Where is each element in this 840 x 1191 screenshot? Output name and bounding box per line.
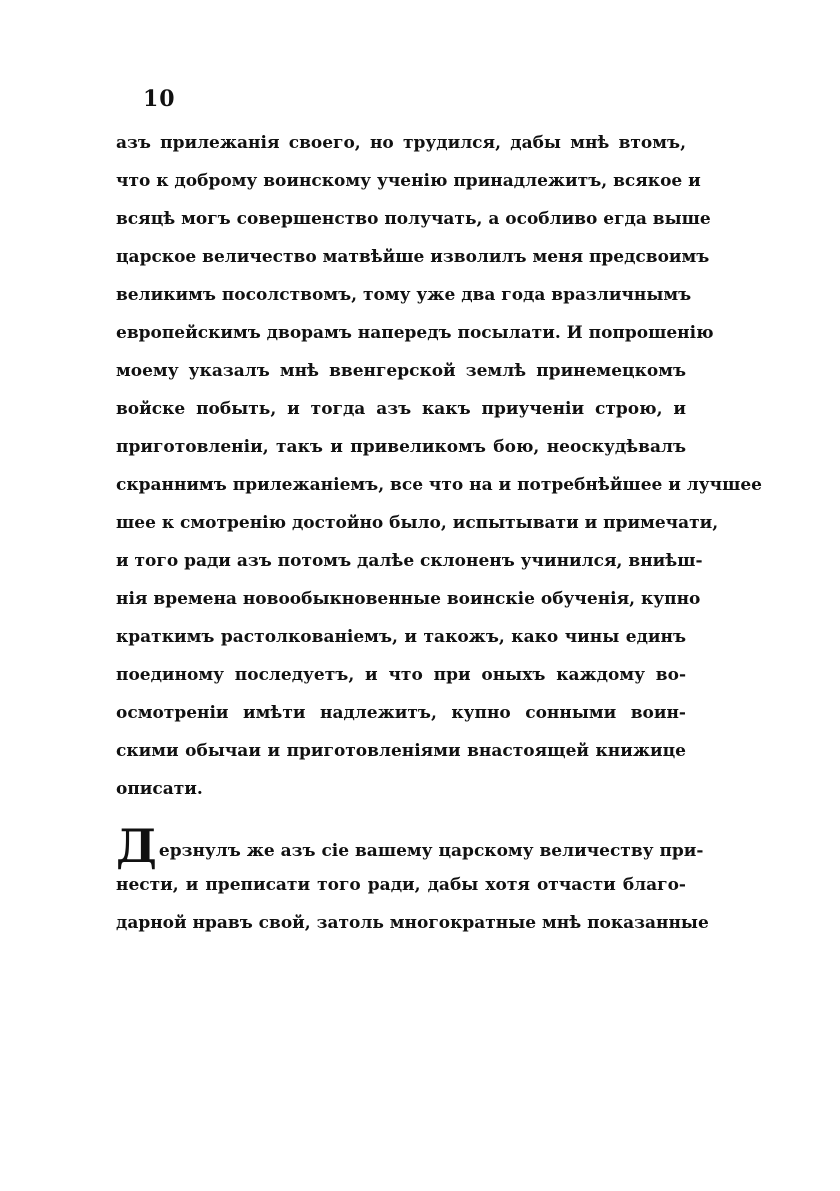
text-line: войске побыть, и тогда азъ какъ приученіи строю, и (116, 399, 686, 419)
text-line: царское величество матвѣйше изволилъ меня предсвоимъ (116, 247, 710, 267)
text-line: ерзнулъ же азъ сіе вашему царскому величеству при- (158, 841, 704, 861)
text-line: великимъ посолствомъ, тому уже два года вразличнымъ (116, 285, 692, 305)
text-line: моему указалъ мнѣ ввенгерской землѣ принемецкомъ (116, 361, 686, 381)
text-line: шее к смотренію достойно было, испытывати и примечати, (116, 513, 719, 533)
paragraph-1 (116, 124, 762, 808)
text-line: нести, и преписати того ради, дабы хотя отчасти благо- (116, 875, 686, 895)
text-line: осмотреніи имѣти надлежитъ, купно сонными воин- (116, 703, 686, 723)
text-line: и того ради азъ потомъ далѣе склоненъ учинился, вниѣш- (116, 551, 703, 571)
text-line: дарной нравъ свой, затоль многократные мнѣ показанные (116, 913, 709, 933)
paragraph-2 (116, 819, 709, 942)
dropcap-line (116, 819, 704, 873)
text-line: описати. (116, 779, 203, 799)
drop-cap-letter: Д (116, 819, 157, 873)
text-line: азъ прилежанія своего, но трудился, дабы мнѣ втомъ, (116, 133, 686, 153)
text-line: приготовленіи, такъ и привеликомъ бою, неоскудѣвалъ (116, 437, 686, 457)
text-line: скраннимъ прилежаніемъ, все что на и потребнѣйшее и лучшее (116, 475, 762, 495)
text-line: что к доброму воинскому ученію принадлежитъ, всякое и (116, 171, 701, 191)
text-line: поединому последуетъ, и что при оныхъ каждому во- (116, 665, 686, 685)
page-number: 10 (143, 86, 176, 112)
text-line: нія времена новообыкновенные воинскіе обученія, купно (116, 589, 701, 609)
text-line: европейскимъ дворамъ напередъ посылати. И попрошенію (116, 323, 714, 343)
text-line: краткимъ растолкованіемъ, и такожъ, како чины единъ (116, 627, 686, 647)
text-line: скими обычаи и приготовленіями внастоящей книжице (116, 741, 686, 761)
text-line: всяцѣ могъ совершенство получать, а особливо егда выше (116, 209, 711, 229)
